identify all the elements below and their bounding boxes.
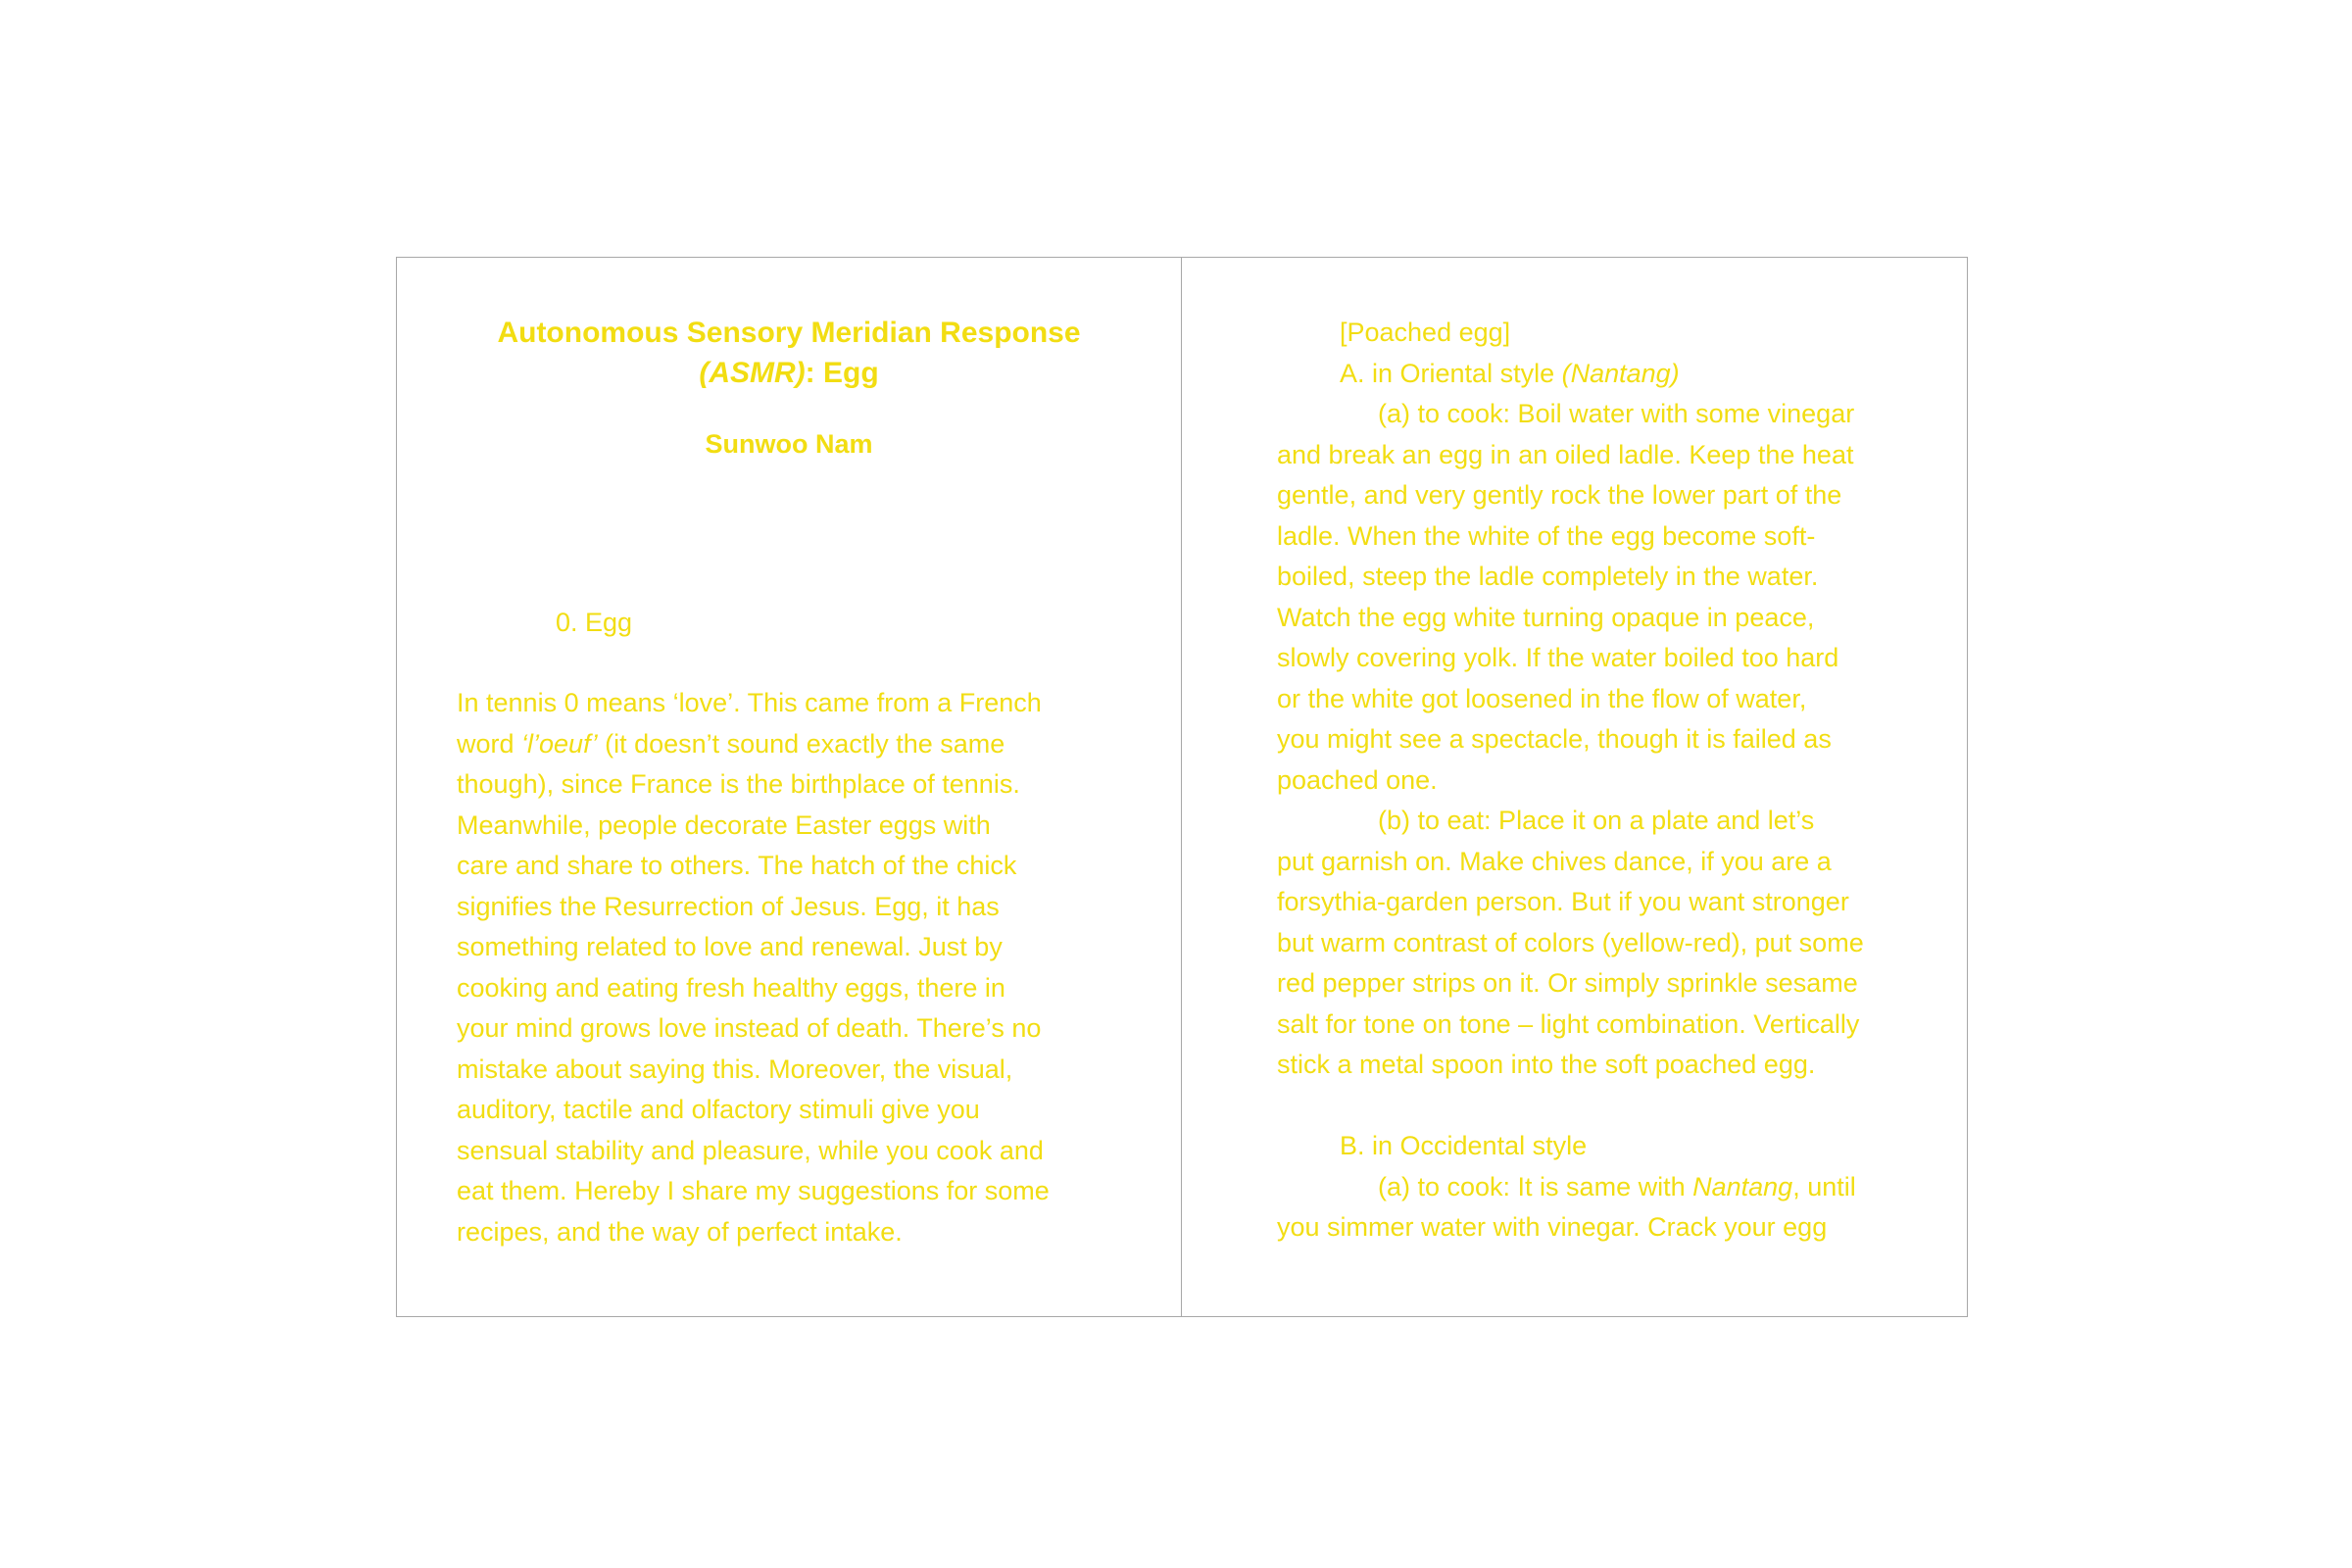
body-line: In tennis 0 means ‘love’. This came from a French <box>457 688 1042 717</box>
recipe-line: forsythia-garden person. But if you want stronger <box>1277 887 1849 916</box>
nantang-term: Nantang <box>1692 1171 1793 1201</box>
left-page <box>397 258 1182 1316</box>
body-line: signifies the Resurrection of Jesus. Egg, it has <box>457 891 1000 921</box>
recipe-line: but warm contrast of colors (yellow-red), put some <box>1277 927 1864 957</box>
title-line-2 <box>397 353 1181 393</box>
body-line: something related to love and renewal. Just by <box>457 932 1003 961</box>
recipe-line: red pepper strips on it. Or simply sprinkle sesame <box>1277 968 1858 998</box>
body-line: auditory, tactile and olfactory stimuli give you <box>457 1095 980 1124</box>
recipe-section <box>1277 313 1943 1249</box>
blank-line <box>1277 1086 1943 1127</box>
recipe-line: you might see a spectacle, though it is failed as <box>1277 724 1832 754</box>
recipe-line: put garnish on. Make chives dance, if you are a <box>1277 846 1832 876</box>
subsection-oriental: A. in Oriental style (Nantang) <box>1340 358 1680 388</box>
title-line-1: Autonomous Sensory Meridian Response <box>497 317 1081 349</box>
recipe-line: slowly covering yolk. If the water boiled too hard <box>1277 643 1839 672</box>
body-line: your mind grows love instead of death. There’s no <box>457 1013 1042 1043</box>
recipe-line: you simmer water with vinegar. Crack your egg <box>1277 1212 1828 1242</box>
document-title <box>397 313 1181 393</box>
body-line: cooking and eating fresh healthy eggs, there in <box>457 972 1005 1003</box>
recipe-line: boiled, steep the ladle completely in the water. <box>1277 562 1819 591</box>
recipe-line: stick a metal spoon into the soft poached egg. <box>1277 1050 1816 1079</box>
right-page <box>1182 258 1967 1316</box>
recipe-line: salt for tone on tone – light combination. Vertically <box>1277 1008 1860 1039</box>
intro-paragraph <box>457 683 1103 1252</box>
body-line: word ‘l’oeuf’ (it doesn’t sound exactly the same <box>457 728 1005 759</box>
recipe-heading: [Poached egg] <box>1340 318 1511 347</box>
french-word: ‘l’oeuf’ <box>521 728 598 759</box>
body-line: care and share to others. The hatch of the chick <box>457 851 1017 880</box>
recipe-line: ladle. When the white of the egg become soft- <box>1277 520 1816 551</box>
book-spread <box>396 257 1968 1317</box>
recipe-line: (a) to cook: Boil water with some vinegar <box>1378 399 1855 428</box>
section-heading: 0. Egg <box>556 608 633 637</box>
body-line: sensual stability and pleasure, while you cook and <box>457 1135 1044 1165</box>
body-line: eat them. Hereby I share my suggestions for some <box>457 1176 1050 1205</box>
title-abbreviation: (ASMR) <box>699 357 806 389</box>
author-name: Sunwoo Nam <box>705 429 873 459</box>
body-line: mistake about saying this. Moreover, the visual, <box>457 1054 1013 1084</box>
recipe-line: and break an egg in an oiled ladle. Keep the heat <box>1277 439 1854 469</box>
recipe-line: or the white got loosened in the flow of water, <box>1277 683 1807 713</box>
recipe-line: (b) to eat: Place it on a plate and let’s <box>1378 806 1815 835</box>
recipe-line: Watch the egg white turning opaque in peace, <box>1277 602 1815 632</box>
body-line: recipes, and the way of perfect intake. <box>457 1216 903 1247</box>
recipe-line: gentle, and very gently rock the lower part of the <box>1277 480 1842 510</box>
recipe-line: (a) to cook: It is same with Nantang, until <box>1378 1171 1856 1201</box>
body-line: Meanwhile, people decorate Easter eggs with <box>457 809 991 840</box>
subsection-occidental: B. in Occidental style <box>1340 1131 1588 1160</box>
recipe-line: poached one. <box>1277 764 1438 795</box>
title-subject: : Egg <box>805 357 879 389</box>
body-line: though), since France is the birthplace of tennis. <box>457 769 1020 799</box>
nantang-term: (Nantang) <box>1561 358 1680 388</box>
